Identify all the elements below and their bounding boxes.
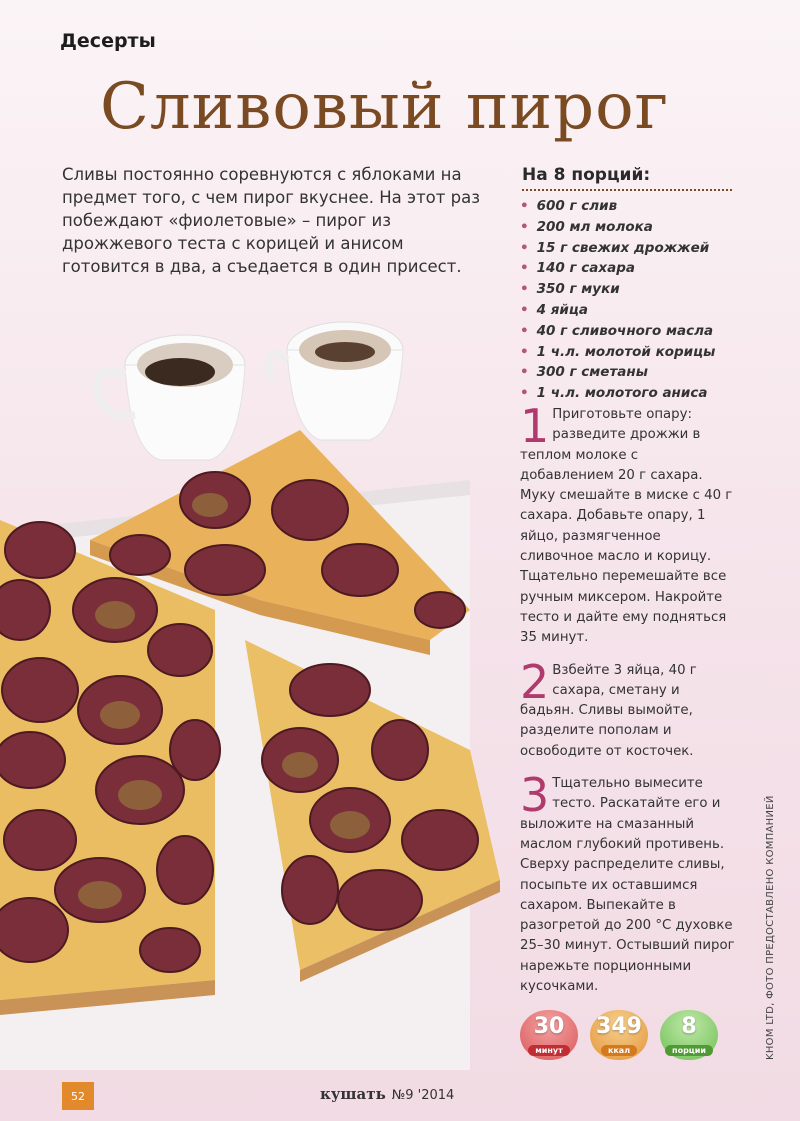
section-label: Десерты [60, 30, 156, 52]
ingredient-item: • 140 г сахара [520, 260, 635, 277]
step-number: 1 [520, 399, 550, 453]
intro-text: Сливы постоянно соревнуются с яблоками на предмет того, с чем пирог вкуснее. На этот раз побеждают «фиолетовые» – пирог из дрожжевого теста с корицей и анисом готовится в два, а съедается в один присест. [62, 165, 480, 276]
portions-heading: На 8 порций: [522, 165, 732, 191]
coffee-cup-right [269, 322, 403, 440]
recipe-badges [520, 1010, 718, 1060]
issue-number: №9 '2014 [391, 1088, 455, 1103]
ingredient-list [520, 196, 715, 404]
time-badge: 30 минут [520, 1010, 578, 1060]
ingredient-item: • 1 ч.л. молотой корицы [520, 343, 716, 360]
step-number: 3 [520, 768, 550, 823]
step-text: Взбейте 3 яйца, 40 г сахара, сметану и бадьян. Сливы вымойте, разделите пополам и освободите от косточек. [520, 662, 697, 759]
ingredient-item: • 600 г слив [520, 198, 618, 214]
ingredient-item: • 350 г муки [520, 281, 620, 298]
portions-badge: 8 порции [660, 1010, 718, 1060]
ingredient-item: • 1 ч.л. молотого аниса [520, 385, 708, 402]
recipe-step-3 [520, 768, 735, 997]
page-number: 52 [62, 1082, 94, 1110]
ingredient-item: • 4 яйца [520, 301, 588, 318]
recipe-step-1 [520, 399, 735, 649]
magazine-logo: кушать [320, 1085, 386, 1103]
ingredient-item: • 300 г сметаны [520, 364, 648, 381]
recipe-steps [520, 399, 735, 1009]
step-number: 2 [520, 654, 550, 709]
step-text: Приготовьте опару: разведите дрожжи в теплом молоке с добавлением 20 г сахара. Муку смешайте в миске с 40 г сахара. Добавьте опару, 1 яйцо, размягченное сливочное масло и корицу. Тщательно перемешайте все ручным миксером. Накройте тесто и дайте ему подняться 35 минут. [520, 407, 733, 646]
ingredient-item: • 200 мл молока [520, 218, 653, 235]
coffee-cup-left [98, 335, 245, 460]
plum-pie-photo [0, 280, 500, 1080]
ingredient-item: • 40 г сливочного масла [520, 322, 714, 339]
footer [320, 1085, 454, 1103]
recipe-step-2 [520, 654, 735, 762]
photo-credit: KHOM LTD, ФОТО ПРЕДОСТАВЛЕНО КОМПАНИЕЙ [765, 795, 776, 1060]
ingredient-item: • 15 г свежих дрожжей [520, 239, 710, 256]
page-title: Сливовый пирог [100, 70, 670, 144]
calories-badge: 349 ккал [590, 1010, 648, 1060]
step-text: Тщательно вымесите тесто. Раскатайте его и выложите на смазанный маслом глубокий противень. Сверху распределите сливы, посыпьте их оставшимся сахаром. Выпекайте в разогретой до 200 °С духовке 25–30 минут. Остывший пирог нарежьте порционными кусочками. [520, 776, 735, 995]
